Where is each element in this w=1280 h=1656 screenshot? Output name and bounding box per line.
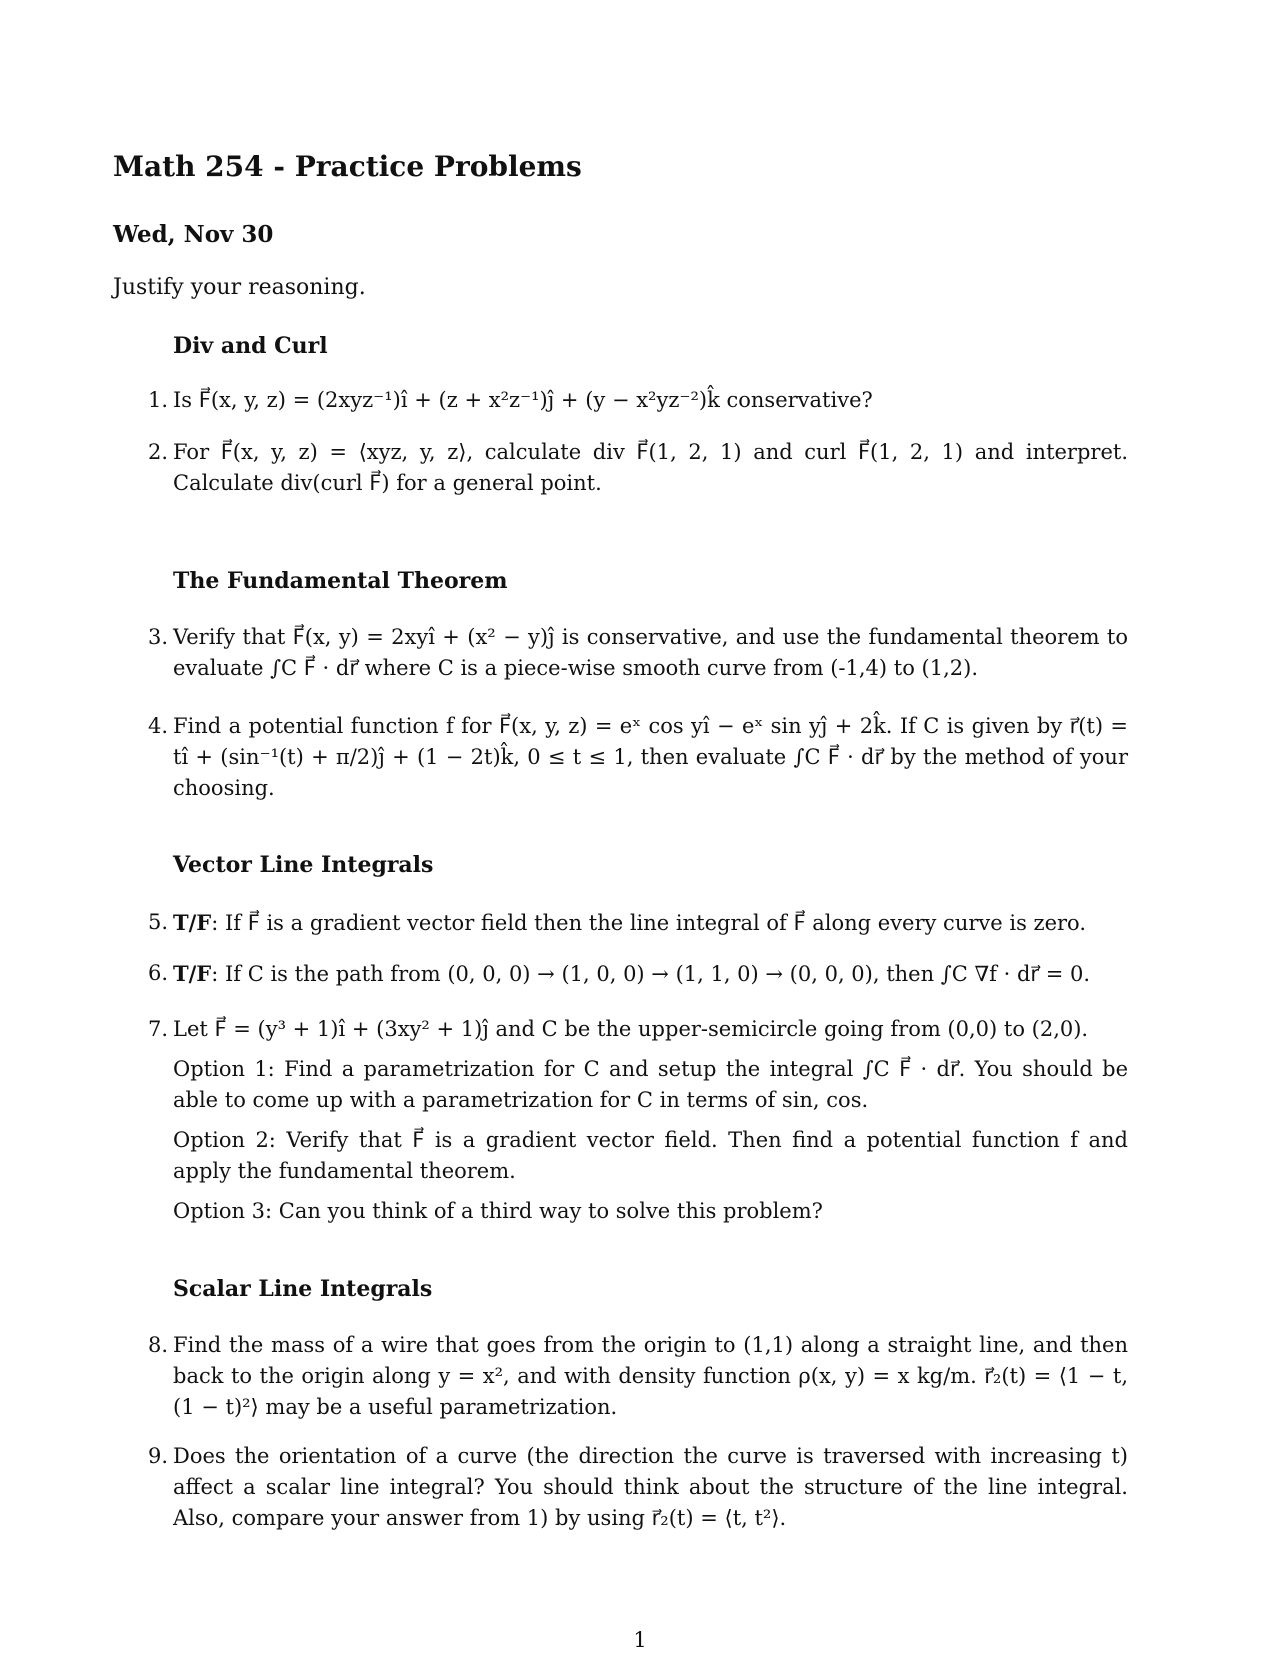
section-heading-fundamental: The Fundamental Theorem bbox=[173, 568, 508, 594]
problem-text: Does the orientation of a curve (the direction the curve is traversed with increasing t) affect a scalar line integral? You should think about the structure of the line integral. Also, compare your answer from 1) by using r⃗₂(t) = ⟨t, t²⟩. bbox=[173, 1444, 1128, 1530]
true-false-label: T/F bbox=[173, 961, 212, 986]
problem-9 bbox=[138, 1441, 1128, 1534]
page-number: 1 bbox=[633, 1628, 647, 1652]
problem-number: 2. bbox=[147, 440, 168, 464]
problem-6 bbox=[138, 958, 1128, 990]
problem-text: Find the mass of a wire that goes from the origin to (1,1) along a straight line, and then back to the origin along y = x², and with density function ρ(x, y) = x kg/m. r⃗₂(t) = ⟨1 − t, (1 − t)²⟩ may be a useful parametrization. bbox=[173, 1333, 1128, 1419]
problem-number: 6. bbox=[147, 961, 168, 985]
problem-statement: : If C is the path from (0, 0, 0) → (1, 0, 0) → (1, 1, 0) → (0, 0, 0), then ∫C ∇f · dr⃗ = 0. bbox=[211, 962, 1090, 986]
problem-text bbox=[173, 907, 1128, 939]
option-3: Option 3: Can you think of a third way to solve this problem? bbox=[173, 1199, 823, 1223]
problem-4 bbox=[138, 711, 1128, 804]
problem-1 bbox=[138, 385, 1128, 416]
date-heading: Wed, Nov 30 bbox=[113, 221, 274, 248]
true-false-label: T/F bbox=[173, 910, 212, 935]
section-heading-div-curl: Div and Curl bbox=[173, 333, 328, 359]
problem-number: 4. bbox=[147, 714, 168, 738]
problem-7 bbox=[138, 1014, 1128, 1227]
problem-3 bbox=[138, 622, 1128, 684]
problem-8 bbox=[138, 1330, 1128, 1423]
problem-text: Is F⃗(x, y, z) = (2xyz⁻¹)î + (z + x²z⁻¹)ĵ + (y − x²yz⁻²)k̂ conservative? bbox=[173, 388, 873, 412]
problem-number: 8. bbox=[147, 1333, 168, 1357]
problem-text: Find a potential function f for F⃗(x, y, z) = eˣ cos yî − eˣ sin yĵ + 2k̂. If C is given by r⃗(t) = tî + (sin⁻¹(t) + π/2)ĵ + (1 − 2t)k̂, 0 ≤ t ≤ 1, then evaluate ∫C F⃗ · dr⃗ by the method of your choosing. bbox=[173, 714, 1128, 800]
problem-number: 1. bbox=[147, 388, 168, 412]
problem-text: Let F⃗ = (y³ + 1)î + (3xy² + 1)ĵ and C be the upper-semicircle going from (0,0) to (2,0). bbox=[173, 1017, 1089, 1041]
page-title: Math 254 - Practice Problems bbox=[113, 150, 582, 183]
option-1: Option 1: Find a parametrization for C and setup the integral ∫C F⃗ · dr⃗. You should be able to come up with a parametrization for C in terms of sin, cos. bbox=[173, 1057, 1128, 1112]
problem-text: Verify that F⃗(x, y) = 2xyî + (x² − y)ĵ is conservative, and use the fundamental theorem to evaluate ∫C F⃗ · dr⃗ where C is a piece-wise smooth curve from (-1,4) to (1,2). bbox=[173, 625, 1128, 680]
option-2: Option 2: Verify that F⃗ is a gradient vector field. Then find a potential function f and apply the fundamental theorem. bbox=[173, 1128, 1128, 1183]
problem-text bbox=[173, 958, 1128, 990]
problem-2 bbox=[138, 437, 1128, 499]
instruction-text: Justify your reasoning. bbox=[113, 275, 366, 300]
problem-number: 9. bbox=[147, 1444, 168, 1468]
problem-text: For F⃗(x, y, z) = ⟨xyz, y, z⟩, calculate div F⃗(1, 2, 1) and curl F⃗(1, 2, 1) and interpret. Calculate div(curl F⃗) for a general point. bbox=[173, 440, 1128, 495]
section-heading-scalar-line: Scalar Line Integrals bbox=[173, 1276, 433, 1302]
problem-number: 3. bbox=[147, 625, 168, 649]
problem-number: 7. bbox=[147, 1017, 168, 1041]
section-heading-vector-line: Vector Line Integrals bbox=[173, 852, 434, 878]
problem-number: 5. bbox=[147, 910, 168, 934]
problem-statement: : If F⃗ is a gradient vector field then the line integral of F⃗ along every curve is zero. bbox=[211, 911, 1086, 935]
problem-5 bbox=[138, 907, 1128, 939]
